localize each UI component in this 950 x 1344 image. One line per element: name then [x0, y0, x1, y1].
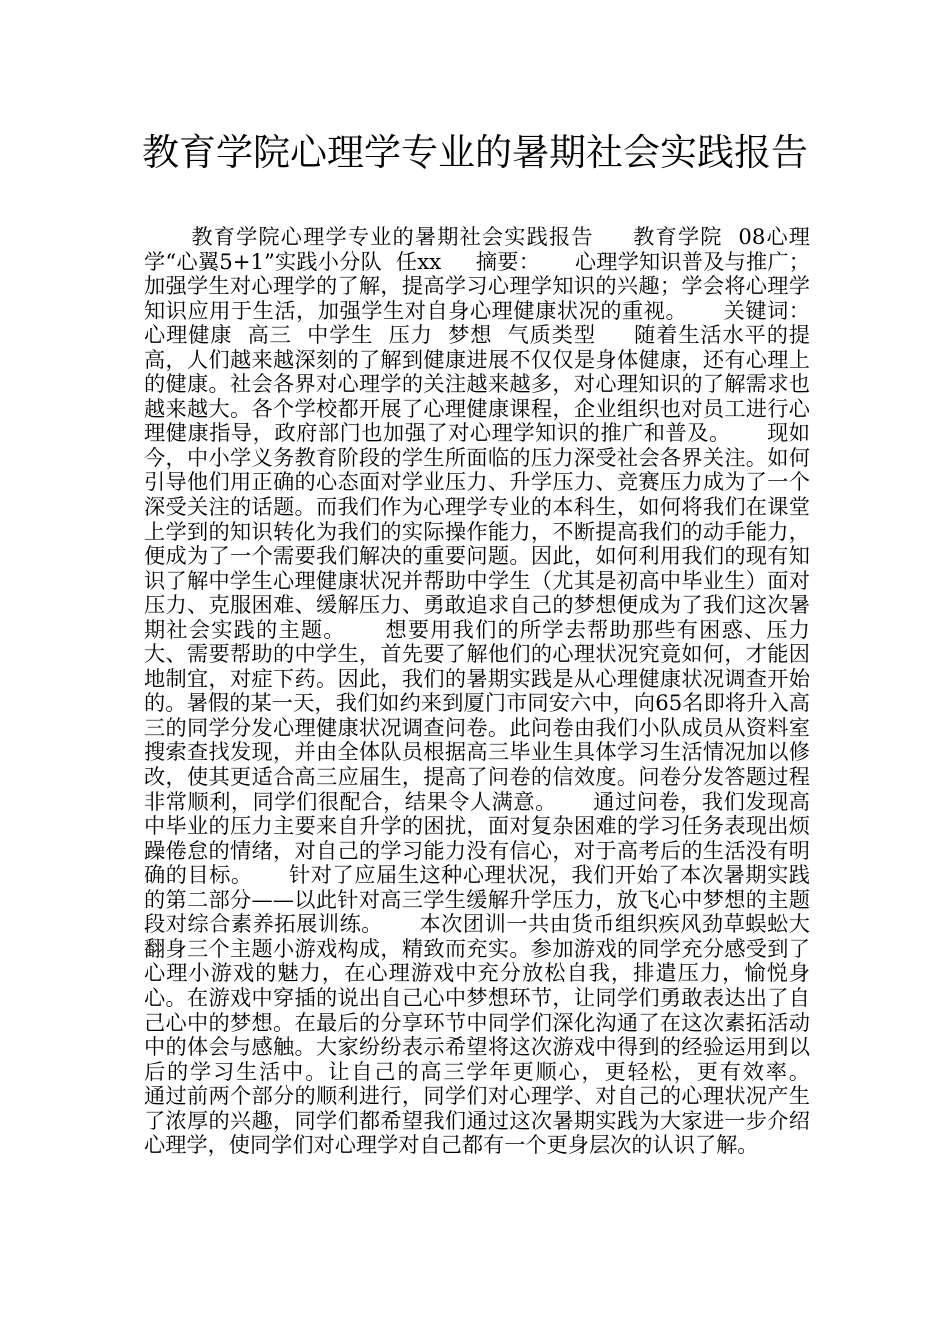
document-title: 教育学院心理学专业的暑期社会实践报告 [142, 131, 808, 174]
document-body: 教育学院心理学专业的暑期社会实践报告 教育学院 08心理学“心翼5+1”实践小分队 任xx 摘要： 心理学知识普及与推广；加强学生对心理学的了解，提高学习心理学知识的兴趣；学会将心理学知识应用于生活，加强学生对自身心理健康状况的重视。 关键词： 心理健康 高三 中学生 压力 梦想 气质类型 随着生活水平的提高，人们越来越深刻的了解到健康进展不仅仅是身体健康，还有心理上的健康。社会各界对心理学的关注越来越多，对心理知识的了解需求也越来越大。各个学校都开展了心理健康课程，企业组织也对员工进行心理健康指导，政府部门也加强了对心理学知识的推广和普及。 现如今，中小学义务教育阶段的学生所面临的压力深受社会各界关注。如何引导他们用正确的心态面对学业压力、升学压力、竞赛压力成为了一个深受关注的话题。而我们作为心理学专业的本科生，如何将我们在课堂上学到的知识转化为我们的实际操作能力，不断提高我们的动手能力，便成为了一个需要我们解决的重要问题。因此，如何利用我们的现有知识了解中学生心理健康状况并帮助中学生（尤其是初高中毕业生）面对压力、克服困难、缓解压力、勇敢追求自己的梦想便成为了我们这次暑期社会实践的主题。 想要用我们的所学去帮助那些有困惑、压力大、需要帮助的中学生，首先要了解他们的心理状况究竟如何，才能因地制宜，对症下药。因此，我们的暑期实践是从心理健康状况调查开始的。暑假的某一天，我们如约来到厦门市同安六中，向65名即将升入高三的同学分发心理健康状况调查问卷。此问卷由我们小队成员从资料室搜索查找发现，并由全体队员根据高三毕业生具体学习生活情况加以修改，使其更适合高三应届生，提高了问卷的信效度。问卷分发答题过程非常顺利，同学们很配合，结果令人满意。 通过问卷，我们发现高中毕业的压力主要来自升学的困扰，面对复杂困难的学习任务表现出烦躁倦怠的情绪，对自己的学习能力没有信心，对于高考后的生活没有明确的目标。 针对了应届生这种心理状况，我们开始了本次暑期实践的第二部分——以此针对高三学生缓解升学压力，放飞心中梦想的主题段对综合素养拓展训练。 本次团训一共由货币组织疾风劲草蜈蚣大翻身三个主题小游戏构成，精致而充实。参加游戏的同学充分感受到了心理小游戏的魅力，在心理游戏中充分放松自我，排遣压力，愉悦身心。在游戏中穿插的说出自己心中梦想环节，让同学们勇敢表达出了自己心中的梦想。在最后的分享环节中同学们深化沟通了在这次素拓活动中的体会与感触。大家纷纷表示希望将这次游戏中得到的经验运用到以后的学习生活中。让自己的高三学年更顺心，更轻松，更有效率。 通过前两个部分的顺利进行，同学们对心理学、对自己的心理状况产生了浓厚的兴趣，同学们都希望我们通过这次暑期实践为大家进一步介绍心理学，使同学们对心理学对自己都有一个更身层次的认识了解。 [144, 224, 844, 1158]
